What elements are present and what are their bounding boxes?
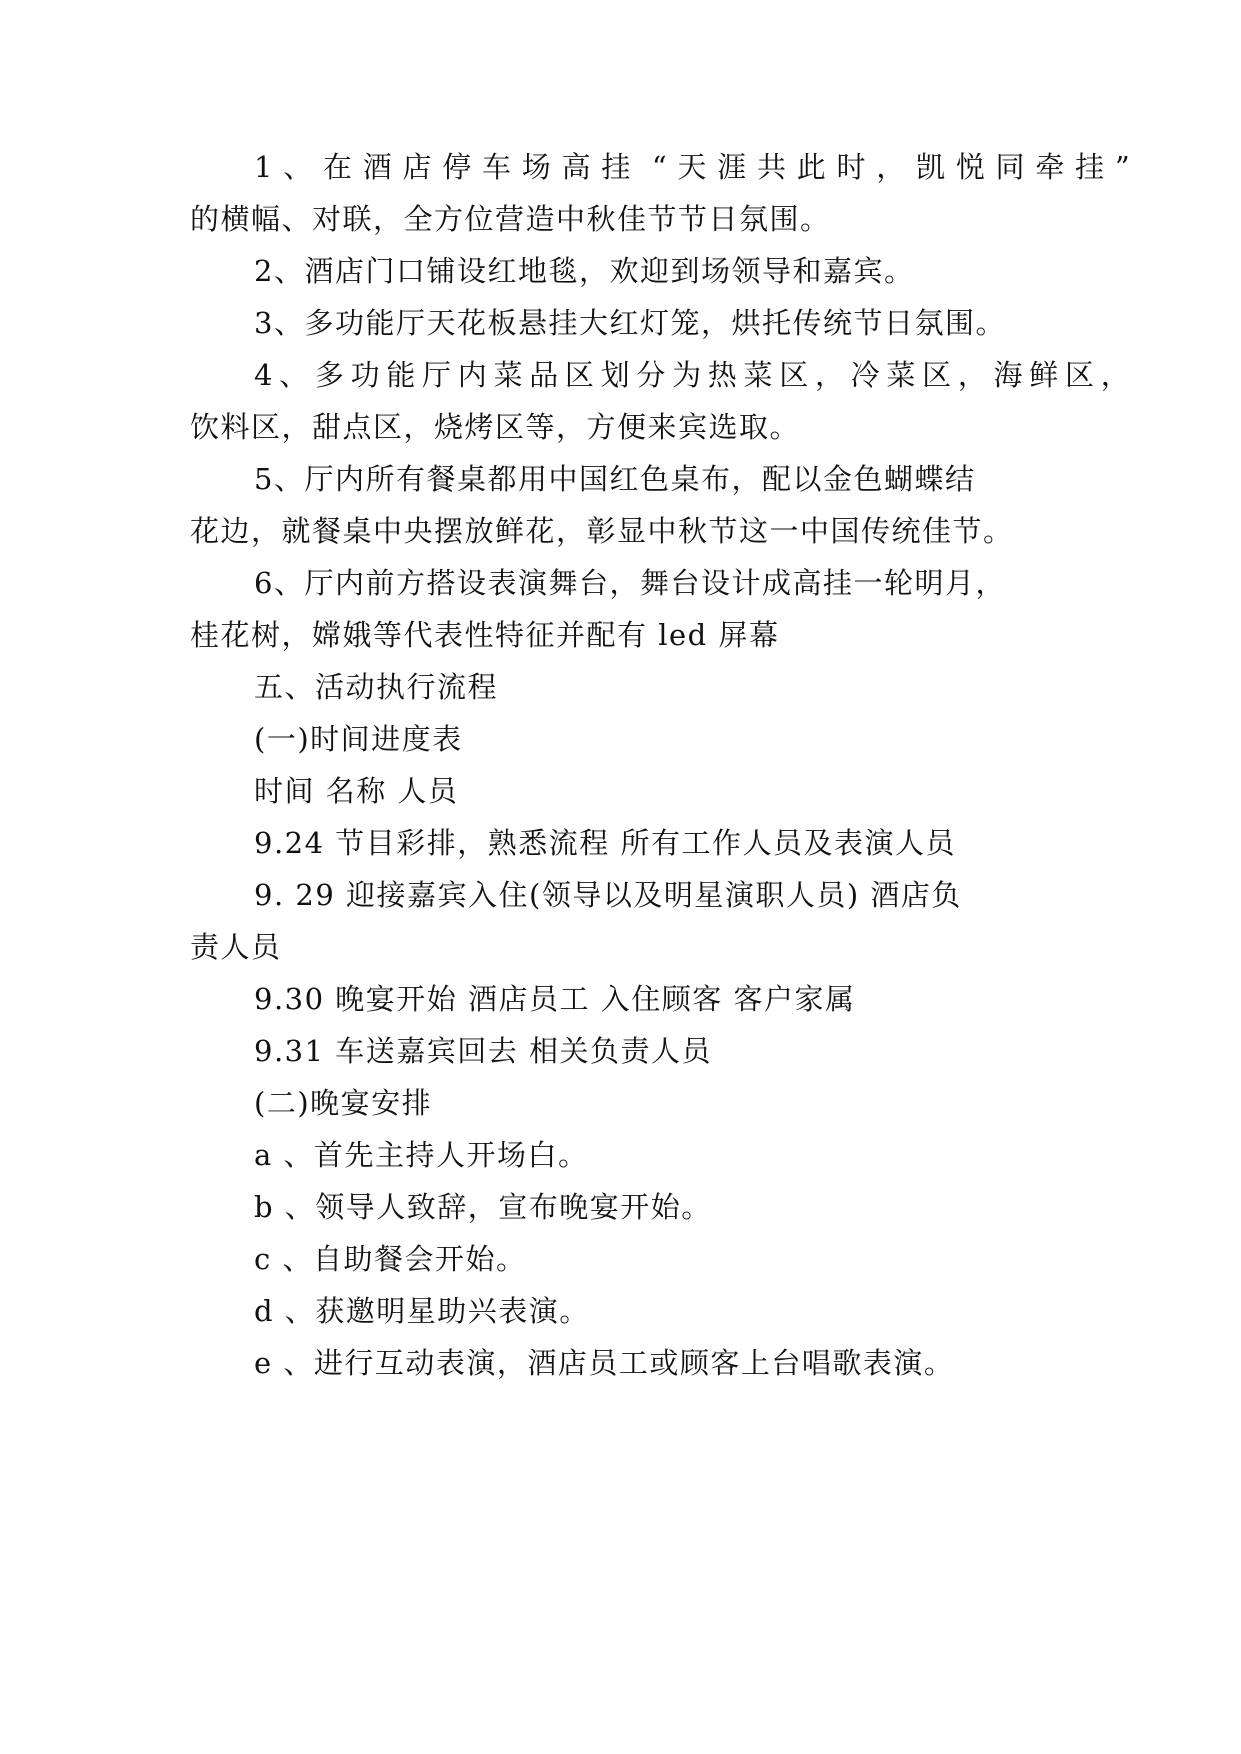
decor-item-1-text-char: 此 xyxy=(796,150,826,184)
decor-item-4 xyxy=(254,358,1130,392)
decor-item-1-text-char: 1 xyxy=(254,150,273,184)
decor-item-1-cont: 的横幅、对联，全方位营造中秋佳节节日氛围。 xyxy=(190,202,831,236)
banquet-item: e 、进行互动表演，酒店员工或顾客上台唱歌表演。 xyxy=(254,1346,955,1380)
banquet-item: c 、自助餐会开始。 xyxy=(254,1242,527,1276)
decor-item-5-cont: 花边，就餐桌中央摆放鲜花，彰显中秋节这一中国传统佳节。 xyxy=(190,514,1014,548)
decor-item-4-text-char: 分 xyxy=(636,358,666,392)
banquet-item: b 、领导人致辞，宣布晚宴开始。 xyxy=(254,1190,712,1224)
decor-item-1-text-char: 涯 xyxy=(717,150,747,184)
schedule-row-cont: 责人员 xyxy=(190,930,282,964)
decor-item-1 xyxy=(254,150,1130,184)
decor-item-4-text-char: 热 xyxy=(707,358,737,392)
decor-item-4-text-char: ， xyxy=(957,358,987,392)
decor-item-1-text-char: 店 xyxy=(402,150,432,184)
decor-item-4-text-char: 、 xyxy=(279,358,309,392)
section-5-title: 五、活动执行流程 xyxy=(254,670,499,704)
decor-item-6: 6、厅内前方搭设表演舞台，舞台设计成高挂一轮明月， xyxy=(254,566,1006,600)
schedule-row: 9.31 车送嘉宾回去 相关负责人员 xyxy=(254,1034,713,1068)
decor-item-4-text-char: 区 xyxy=(779,358,809,392)
decor-item-1-text-char: 悦 xyxy=(955,150,985,184)
decor-item-4-text-char: 能 xyxy=(386,358,416,392)
decor-item-1-text-char: ” xyxy=(1114,150,1130,184)
decor-item-4-text-char: 功 xyxy=(350,358,380,392)
schedule-row: 9. 29 迎接嘉宾入住(领导以及明星演职人员) 酒店负 xyxy=(254,878,962,912)
banquet-title: (二)晚宴安排 xyxy=(254,1086,433,1120)
decor-item-3: 3、多功能厅天花板悬挂大红灯笼，烘托传统节日氛围。 xyxy=(254,306,1006,340)
decor-item-2: 2、酒店门口铺设红地毯，欢迎到场领导和嘉宾。 xyxy=(254,254,915,288)
decor-item-4-text-char: 厅 xyxy=(422,358,452,392)
decor-item-1-text-char: 、 xyxy=(283,150,313,184)
schedule-row: 9.30 晚宴开始 酒店员工 入住顾客 客户家属 xyxy=(254,982,856,1016)
decor-item-4-text-char: 内 xyxy=(457,358,487,392)
decor-item-1-text-char: 挂 xyxy=(601,150,631,184)
decor-item-1-text-char: 场 xyxy=(521,150,551,184)
decor-item-4-text-char: 菜 xyxy=(886,358,916,392)
decor-item-6-cont: 桂花树，嫦娥等代表性特征并配有 led 屏幕 xyxy=(190,618,780,652)
decor-item-1-text-char: “ xyxy=(651,150,667,184)
decor-item-4-text-char: 为 xyxy=(672,358,702,392)
decor-item-1-text-char: 在 xyxy=(322,150,352,184)
decor-item-4-text-char: 区 xyxy=(564,358,594,392)
decor-item-4-text-char: 鲜 xyxy=(1029,358,1059,392)
decor-item-1-text-char: 高 xyxy=(561,150,591,184)
schedule-title: (一)时间进度表 xyxy=(254,722,463,756)
banquet-item: a 、首先主持人开场白。 xyxy=(254,1138,589,1172)
decor-item-4-text-char: 冷 xyxy=(850,358,880,392)
decor-item-1-text-char: 牵 xyxy=(1035,150,1065,184)
decor-item-4-text-char: 4 xyxy=(254,358,273,392)
decor-item-1-text-char: 同 xyxy=(995,150,1025,184)
decor-item-1-text-char: 时 xyxy=(836,150,866,184)
decor-item-1-text-char: 停 xyxy=(442,150,472,184)
decor-item-1-text-char: 挂 xyxy=(1075,150,1105,184)
decor-item-1-text-char: 天 xyxy=(677,150,707,184)
decor-item-1-text-char: 酒 xyxy=(362,150,392,184)
decor-item-4-text-char: 划 xyxy=(600,358,630,392)
schedule-header: 时间 名称 人员 xyxy=(254,774,459,808)
decor-item-1-text-char: 车 xyxy=(482,150,512,184)
decor-item-1-text-char: 凯 xyxy=(916,150,946,184)
decor-item-4-text-char: 多 xyxy=(314,358,344,392)
decor-item-4-cont: 饮料区，甜点区，烧烤区等，方便来宾选取。 xyxy=(190,410,801,444)
decor-item-1-text-char: 共 xyxy=(756,150,786,184)
decor-item-4-text-char: 海 xyxy=(993,358,1023,392)
decor-item-4-text-char: 菜 xyxy=(493,358,523,392)
decor-item-5: 5、厅内所有餐桌都用中国红色桌布，配以金色蝴蝶结 xyxy=(254,462,976,496)
decor-item-4-text-char: ， xyxy=(1100,358,1130,392)
decor-item-4-text-char: 品 xyxy=(529,358,559,392)
decor-item-4-text-char: 区 xyxy=(922,358,952,392)
decor-item-1-text-char: ， xyxy=(876,150,906,184)
decor-item-4-text-char: ， xyxy=(814,358,844,392)
decor-item-4-text-char: 区 xyxy=(1064,358,1094,392)
decor-item-4-text-char: 菜 xyxy=(743,358,773,392)
banquet-item: d 、获邀明星助兴表演。 xyxy=(254,1294,590,1328)
schedule-row: 9.24 节目彩排，熟悉流程 所有工作人员及表演人员 xyxy=(254,826,957,860)
